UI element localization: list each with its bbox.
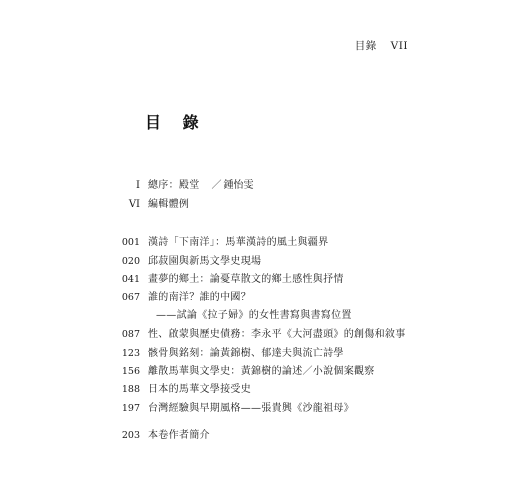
toc-entry-title: 日本的馬華文學接受史 <box>148 384 251 395</box>
toc-entry-preface[interactable] <box>108 178 254 194</box>
toc-entry-title: 編輯體例 <box>148 199 190 210</box>
toc-entry-title: 骸骨與銘刻：論黃錦樹、郁達夫與流亡詩學 <box>148 348 344 359</box>
toc-entry-subtitle[interactable] <box>156 308 352 324</box>
toc-entry-title: 離散馬華與文學史：黃錦樹的論述／小說個案觀察 <box>148 366 375 377</box>
toc-entry[interactable] <box>108 254 261 270</box>
toc-entry[interactable] <box>108 346 344 362</box>
toc-entry-number: 123 <box>121 348 140 359</box>
toc-entry-title: 本卷作者簡介 <box>148 430 210 441</box>
toc-entry[interactable] <box>108 327 406 343</box>
toc-entry-title: 性、啟蒙與歷史債務：李永平《大河盡頭》的創傷和敘事 <box>148 329 406 340</box>
toc-entry-title: 漢詩「下南洋」：馬華漢詩的風土與疆界 <box>148 237 329 248</box>
toc-entry-title: ——試論《拉子婦》的女性書寫與書寫位置 <box>156 310 352 321</box>
toc-entry-title: 畫夢的鄉土：論憂草散文的鄉土感性與抒情 <box>148 274 344 285</box>
toc-entry-title: 台灣經驗與早期風格——張貴興《沙龍祖母》 <box>148 403 354 414</box>
toc-entry[interactable] <box>108 290 251 306</box>
toc-entry-author <box>212 178 254 194</box>
toc-entry[interactable] <box>108 235 328 251</box>
toc-entry-number: I <box>136 180 140 191</box>
toc-entry-number: 020 <box>121 256 140 267</box>
toc-entry-number: VI <box>128 199 140 210</box>
toc-entry[interactable] <box>108 364 375 380</box>
toc-entry[interactable] <box>108 272 344 288</box>
toc-entry[interactable] <box>108 428 210 444</box>
toc-entry-title: 誰的南洋？誰的中國？ <box>148 292 251 303</box>
toc-entry-number: 197 <box>121 403 140 414</box>
toc-entry-number: 203 <box>121 430 140 441</box>
toc-entry[interactable] <box>108 382 251 398</box>
toc-entry-number: 156 <box>121 366 140 377</box>
page-number: VII <box>390 40 408 52</box>
toc-entry-title: 總序：殿堂 <box>148 180 200 191</box>
page-title: 目 錄 <box>145 113 207 132</box>
toc-entry-number: 087 <box>121 329 140 340</box>
toc-entry[interactable] <box>108 401 354 417</box>
toc-entry-number: 188 <box>121 384 140 395</box>
toc-entry-number: 001 <box>121 237 140 248</box>
toc-entry-number: 041 <box>121 274 140 285</box>
toc-entry-editorial-guidelines[interactable] <box>108 197 189 213</box>
author-name: 鍾怡雯 <box>223 180 254 191</box>
author-separator: ／ <box>211 180 222 191</box>
running-header-title: 目錄 <box>354 40 377 52</box>
toc-entry-title: 邱菽園與新馬文學史現場 <box>148 256 262 267</box>
toc-entry-number: 067 <box>121 292 140 303</box>
